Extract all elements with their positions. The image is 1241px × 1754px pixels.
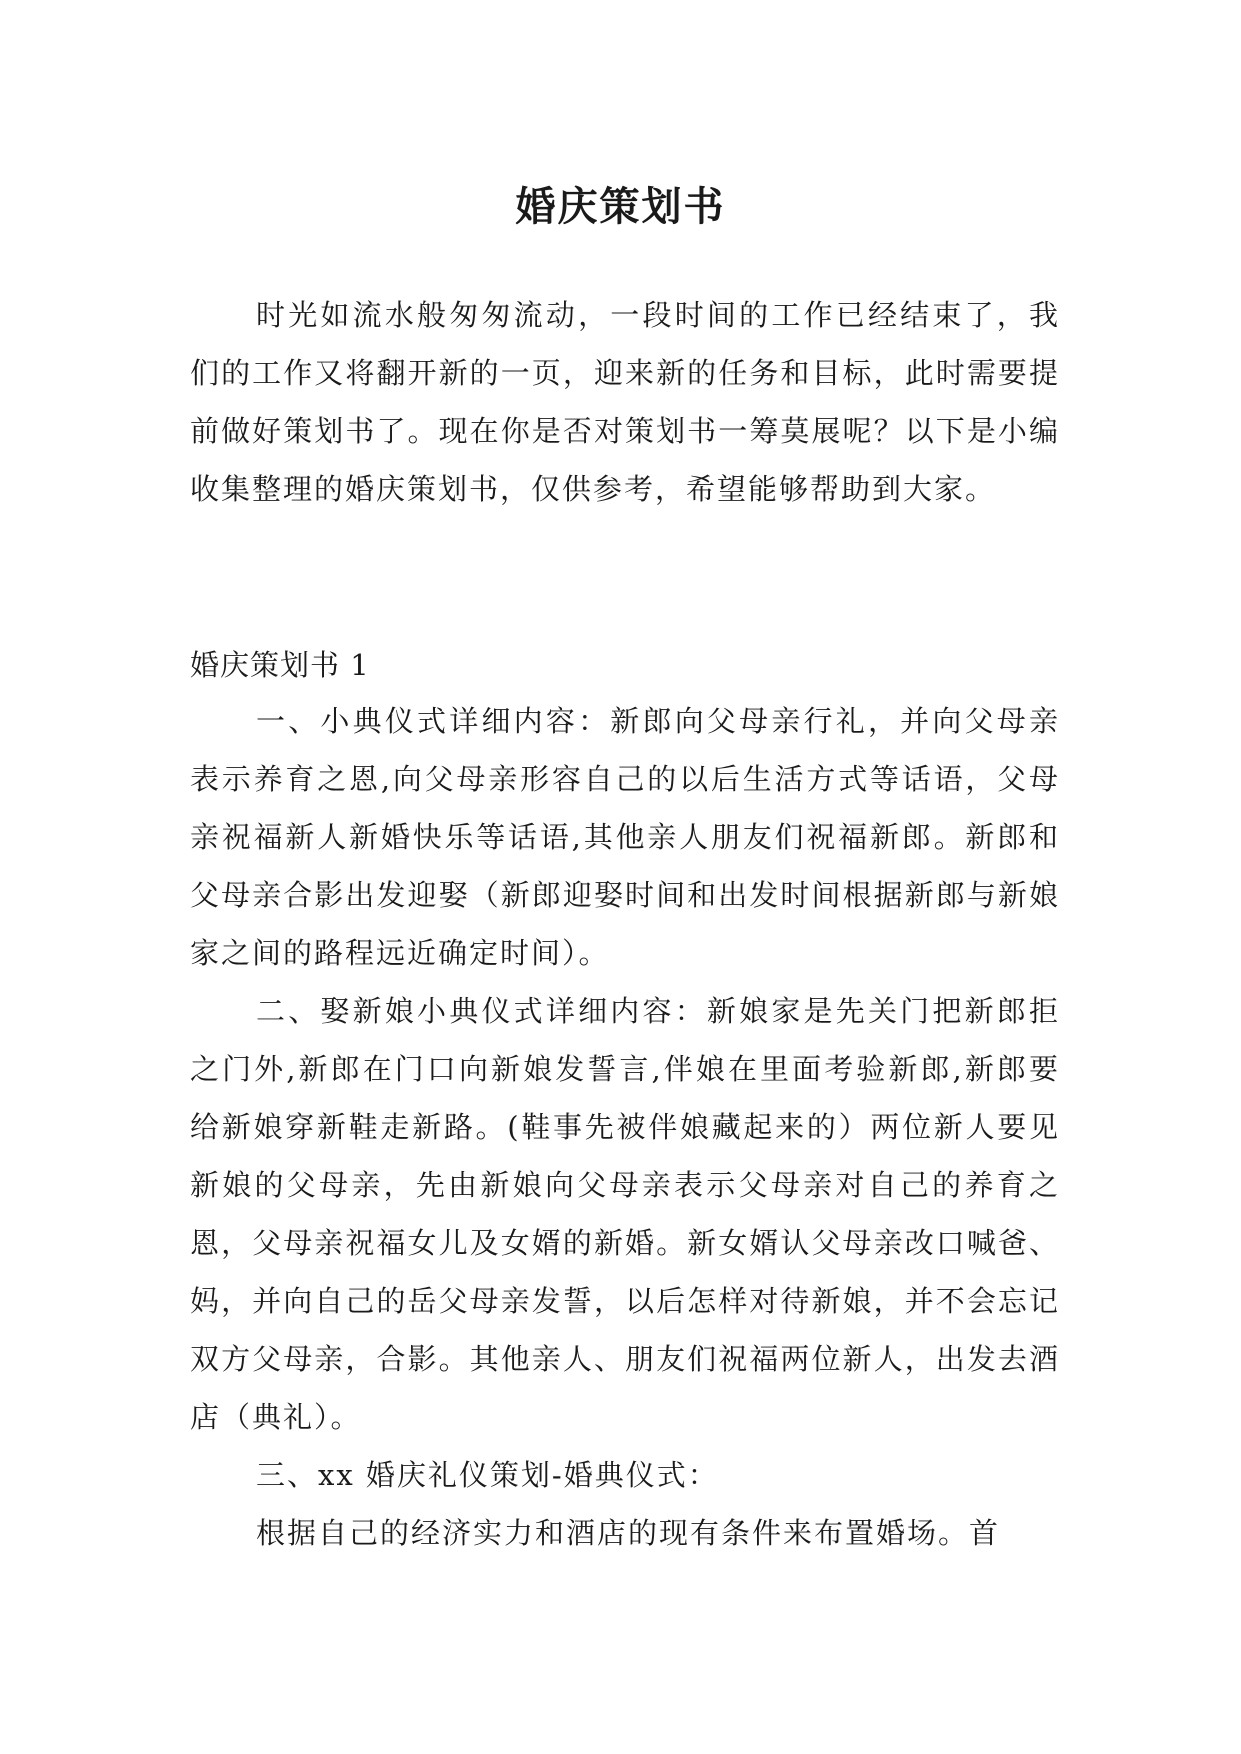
- document-title: 婚庆策划书: [515, 182, 726, 230]
- intro-section: [190, 286, 1060, 518]
- intro-paragraph: 时光如流水般匆匆流动，一段时间的工作已经结束了，我们的工作又将翻开新的一页，迎来新的任务和目标，此时需要提前做好策划书了。现在你是否对策划书一筹莫展呢？以下是小编收集整理的婚庆策划书，仅供参考，希望能够帮助到大家。: [190, 298, 1060, 506]
- paragraph-ceremony-bride: 二、娶新娘小典仪式详细内容：新娘家是先关门把新郎拒之门外,新郎在门口向新娘发誓言,伴娘在里面考验新郎,新郎要给新娘穿新鞋走新路。(鞋事先被伴娘藏起来的）两位新人要见新娘的父母亲，先由新娘向父母亲表示父母亲对自己的养育之恩，父母亲祝福女儿及女婿的新婚。新女婿认父母亲改口喊爸、妈，并向自己的岳父母亲发誓，以后怎样对待新娘，并不会忘记双方父母亲，合影。其他亲人、朋友们祝福两位新人，出发去酒店（典礼）。: [190, 994, 1060, 1434]
- section-heading: 婚庆策划书 1: [190, 648, 370, 682]
- paragraph-ceremony-groom: 一、小典仪式详细内容：新郎向父母亲行礼，并向父母亲表示养育之恩,向父母亲形容自己的以后生活方式等话语，父母亲祝福新人新婚快乐等话语,其他亲人朋友们祝福新郎。新郎和父母亲合影出发迎娶（新郎迎娶时间和出发时间根据新郎与新娘家之间的路程远近确定时间）。: [190, 704, 1060, 970]
- section-body: [190, 692, 1060, 1562]
- paragraph-wedding-planning-heading: 三、xx 婚庆礼仪策划-婚典仪式：: [256, 1458, 719, 1492]
- paragraph-venue-setup: 根据自己的经济实力和酒店的现有条件来布置婚场。首: [256, 1516, 1001, 1550]
